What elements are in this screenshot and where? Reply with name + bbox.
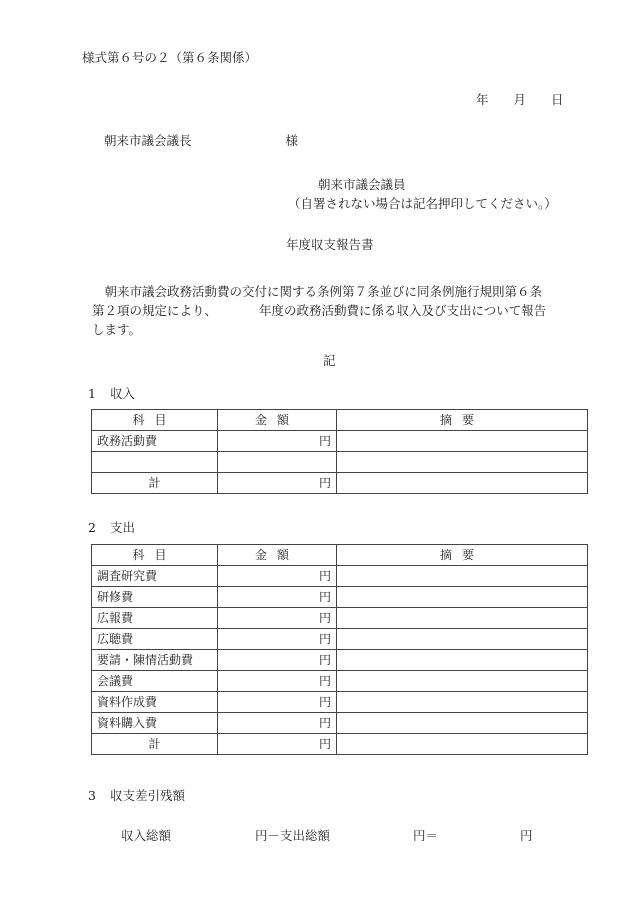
col-header-item: 科目 <box>92 545 218 566</box>
item-cell: 調査研究費 <box>92 566 218 587</box>
total-note-cell[interactable] <box>337 473 588 494</box>
body-line-1: 朝来市議会政務活動費の交付に関する条例第７条並びに同条例施行規則第６条 <box>104 284 543 299</box>
income-total-label: 収入総額 <box>121 828 172 843</box>
item-cell[interactable] <box>92 452 218 473</box>
col-header-amount: 金額 <box>218 410 337 431</box>
note-cell[interactable] <box>337 452 588 473</box>
addressee <box>104 135 298 148</box>
note-cell[interactable] <box>337 608 588 629</box>
col-header-item: 科目 <box>92 410 218 431</box>
table-row <box>92 671 588 692</box>
document-title: 年度収支報告書 <box>286 237 374 252</box>
table-row <box>92 608 588 629</box>
sender-title: 朝来市議会議員 <box>318 177 406 192</box>
note-cell[interactable] <box>337 692 588 713</box>
amount-cell[interactable]: 円 <box>218 629 337 650</box>
body-line-2: 第２項の規定により、 年度の政務活動費に係る収入及び支出について報告 <box>92 303 547 318</box>
balance-section-title: 3 収支差引残額 <box>88 788 186 803</box>
minus-expense-label: 円－支出総額 <box>255 828 331 843</box>
table-row <box>92 566 588 587</box>
amount-cell[interactable]: 円 <box>218 650 337 671</box>
amount-cell[interactable]: 円 <box>218 431 337 452</box>
table-row <box>92 629 588 650</box>
table-row <box>92 713 588 734</box>
table-row <box>92 692 588 713</box>
total-label: 計 <box>92 734 218 755</box>
table-row <box>92 452 588 473</box>
table-header-row <box>92 410 588 431</box>
note-cell[interactable] <box>337 587 588 608</box>
ki-heading: 記 <box>323 353 336 368</box>
amount-cell[interactable]: 円 <box>218 608 337 629</box>
total-row <box>92 473 588 494</box>
item-cell: 研修費 <box>92 587 218 608</box>
date-year: 年 <box>476 92 489 107</box>
amount-cell[interactable]: 円 <box>218 671 337 692</box>
item-cell: 資料作成費 <box>92 692 218 713</box>
amount-cell[interactable] <box>218 452 337 473</box>
note-cell[interactable] <box>337 431 588 452</box>
col-header-amount: 金額 <box>218 545 337 566</box>
body-text <box>92 282 572 339</box>
amount-cell[interactable]: 円 <box>218 692 337 713</box>
col-header-note: 摘要 <box>337 410 588 431</box>
date-line <box>476 94 564 107</box>
table-row <box>92 431 588 452</box>
note-cell[interactable] <box>337 566 588 587</box>
total-amount-cell[interactable]: 円 <box>218 734 337 755</box>
balance-summary <box>0 830 630 846</box>
item-cell: 要請・陳情活動費 <box>92 650 218 671</box>
amount-cell[interactable]: 円 <box>218 587 337 608</box>
honorific: 様 <box>285 133 299 148</box>
note-cell[interactable] <box>337 671 588 692</box>
expense-table <box>91 544 588 755</box>
result-unit: 円 <box>520 828 533 843</box>
note-cell[interactable] <box>337 713 588 734</box>
table-header-row <box>92 545 588 566</box>
income-table <box>91 409 588 494</box>
total-row <box>92 734 588 755</box>
table-row <box>92 587 588 608</box>
total-label: 計 <box>92 473 218 494</box>
date-day: 日 <box>551 92 564 107</box>
item-cell: 広報費 <box>92 608 218 629</box>
note-cell[interactable] <box>337 629 588 650</box>
col-header-note: 摘要 <box>337 545 588 566</box>
item-cell: 政務活動費 <box>92 431 218 452</box>
amount-cell[interactable]: 円 <box>218 566 337 587</box>
total-note-cell[interactable] <box>337 734 588 755</box>
item-cell: 広聴費 <box>92 629 218 650</box>
note-cell[interactable] <box>337 650 588 671</box>
table-row <box>92 650 588 671</box>
item-cell: 会議費 <box>92 671 218 692</box>
item-cell: 資料購入費 <box>92 713 218 734</box>
total-amount-cell[interactable]: 円 <box>218 473 337 494</box>
expense-section-title: 2 支出 <box>88 520 136 535</box>
equals-label: 円＝ <box>413 828 439 843</box>
sender-note: （自署されない場合は記名押印してください。） <box>288 196 557 211</box>
date-month: 月 <box>513 92 527 107</box>
income-section-title: 1 収入 <box>88 386 136 401</box>
form-label: 様式第６号の２（第６条関係） <box>82 50 258 65</box>
body-line-3: します。 <box>92 322 142 337</box>
recipient: 朝来市議会議長 <box>104 133 192 148</box>
amount-cell[interactable]: 円 <box>218 713 337 734</box>
